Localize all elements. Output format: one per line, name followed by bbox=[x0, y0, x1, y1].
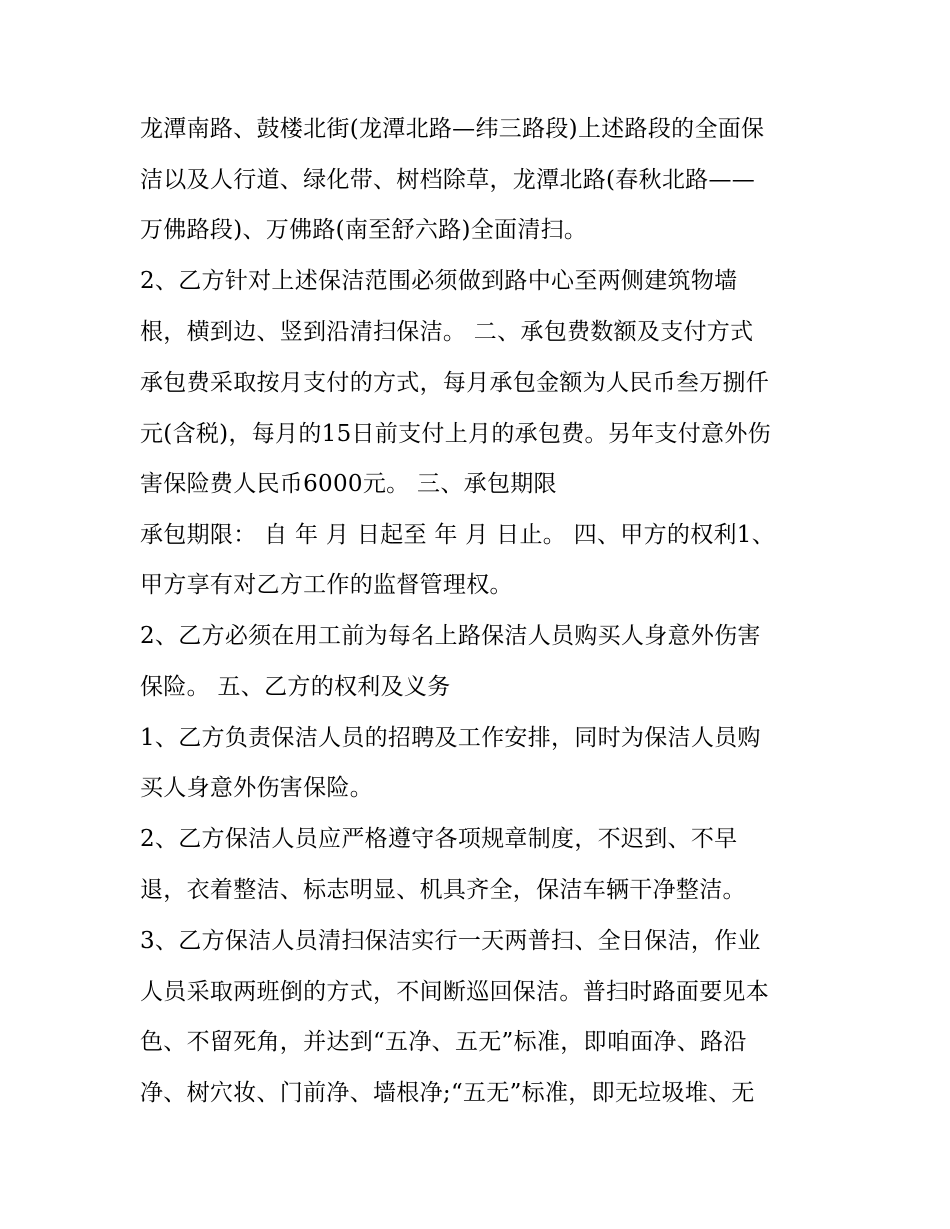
text-line: 害保险费人民币6000元。 三、承包期限 bbox=[140, 471, 557, 497]
text-line: 2、乙方针对上述保洁范围必须做到路中心至两侧建筑物墙 bbox=[140, 268, 738, 294]
text-line: 万佛路段)、万佛路(南至舒六路)全面清扫。 bbox=[140, 217, 588, 243]
text-line: 甲方享有对乙方工作的监督管理权。 bbox=[140, 572, 513, 598]
text-line: 色、不留死角，并达到“五净、五无”标准，即咱面净、路沿 bbox=[140, 1029, 747, 1055]
text-line: 买人身意外伤害保险。 bbox=[140, 775, 373, 801]
text-line: 承包费采取按月支付的方式，每月承包金额为人民币叁万捌仟 bbox=[140, 370, 770, 396]
text-line: 洁以及人行道、绿化带、树档除草，龙潭北路(春秋北路—— bbox=[140, 167, 756, 193]
text-line: 龙潭南路、鼓楼北街(龙潭北路—纬三路段)上述路段的全面保 bbox=[140, 116, 765, 142]
text-line: 承包期限： 自 年 月 日起至 年 月 日止。 四、甲方的权利1、 bbox=[140, 522, 776, 548]
text-line: 保险。 五、乙方的权利及义务 bbox=[140, 674, 451, 700]
text-line: 人员采取两班倒的方式，不间断巡回保洁。普扫时路面要见本 bbox=[140, 979, 770, 1005]
text-line: 根，横到边、竖到沿清扫保洁。 二、承包费数额及支付方式 bbox=[140, 319, 754, 345]
text-line: 2、乙方保洁人员应严格遵守各项规章制度，不迟到、不早 bbox=[140, 826, 738, 852]
text-line: 元(含税)，每月的15日前支付上月的承包费。另年支付意外伤 bbox=[140, 421, 771, 447]
text-line: 2、乙方必须在用工前为每名上路保洁人员购买人身意外伤害 bbox=[140, 623, 761, 649]
text-line: 1、乙方负责保洁人员的招聘及工作安排，同时为保洁人员购 bbox=[140, 725, 761, 751]
text-line: 3、乙方保洁人员清扫保洁实行一天两普扫、全日保洁，作业 bbox=[140, 928, 761, 954]
text-line: 净、树穴妆、门前净、墙根净;“五无”标准，即无垃圾堆、无 bbox=[140, 1080, 755, 1106]
text-line: 退，衣着整洁、标志明显、机具齐全，保洁车辆干净整洁。 bbox=[140, 877, 746, 903]
